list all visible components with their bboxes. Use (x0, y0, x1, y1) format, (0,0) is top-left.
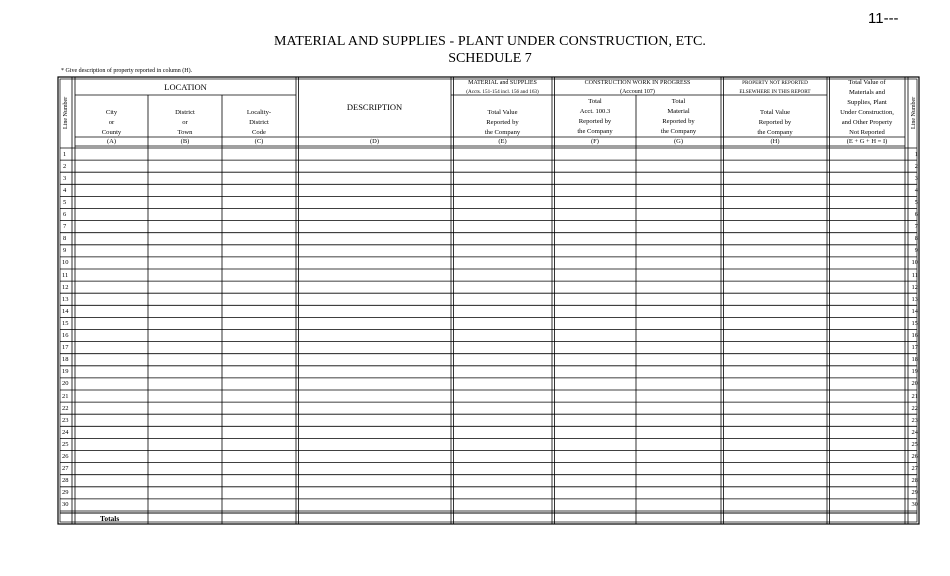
column-letter: (H) (770, 137, 780, 145)
row-number-left: 5 (63, 198, 67, 206)
row-number-right: 23 (911, 416, 918, 424)
row-number-left: 20 (62, 380, 69, 388)
line-number-label-left: Line Number (63, 96, 69, 129)
row-number-left: 23 (62, 416, 69, 424)
row-number-left: 29 (62, 489, 69, 497)
row-number-right: 8 (914, 235, 918, 243)
district-header: District (175, 109, 195, 116)
column-letter: (F) (591, 137, 599, 145)
row-number-right: 12 (911, 283, 918, 291)
city-header: City (105, 109, 118, 116)
row-number-left: 21 (62, 392, 69, 400)
row-number-right: 7 (914, 223, 918, 231)
line-number-label-right: Line Number (911, 96, 917, 129)
row-number-left: 19 (62, 368, 69, 376)
row-number-right: 20 (911, 380, 918, 388)
row-number-right: 1 (914, 150, 918, 158)
row-number-right: 17 (911, 344, 918, 352)
cwip-material-header: Material (667, 108, 690, 115)
row-number-left: 24 (62, 428, 69, 436)
total-value-header: Total Value of (848, 79, 886, 86)
total-value-header: Under Construction, (840, 109, 894, 116)
row-number-left: 27 (62, 465, 69, 473)
row-number-right: 9 (914, 247, 918, 255)
column-letter: (C) (254, 137, 264, 145)
total-value-header: and Other Property (841, 119, 893, 126)
district-header: or (182, 119, 188, 126)
row-number-left: 3 (63, 174, 67, 182)
row-number-right: 4 (914, 186, 918, 194)
row-number-left: 15 (62, 319, 69, 327)
row-number-right: 16 (911, 332, 918, 339)
total-value-header: Materials and (848, 89, 886, 96)
row-number-right: 29 (911, 489, 918, 497)
row-number-left: 16 (62, 332, 69, 339)
schedule-title: SCHEDULE 7 (448, 51, 532, 66)
description-header: DESCRIPTION (346, 102, 403, 112)
cwip-total-header: Total (588, 98, 602, 105)
row-number-left: 13 (62, 295, 69, 303)
cwip-total-header: Reported by (578, 118, 612, 125)
totals-label: Totals (100, 514, 120, 523)
row-number-left: 4 (63, 186, 67, 194)
row-number-right: 30 (911, 501, 918, 509)
pnr-title: PROPERTY NOT REPORTED (742, 80, 808, 86)
row-number-right: 19 (911, 368, 918, 376)
column-letter: (A) (106, 137, 117, 145)
row-number-right: 28 (911, 477, 918, 485)
row-number-left: 17 (62, 344, 69, 352)
row-number-right: 14 (911, 307, 918, 315)
pnr-body: the Company (757, 129, 793, 136)
material-body: the Company (484, 129, 521, 136)
total-value-header: Not Reported (849, 129, 885, 136)
column-letter: (E) (498, 137, 507, 145)
cwip-total-header: Acct. 100.3 (579, 108, 611, 115)
row-number-right: 18 (911, 356, 918, 364)
row-number-right: 21 (911, 392, 918, 400)
material-title: MATERIAL and SUPPLIES (468, 80, 537, 86)
total-value-header: Supplies, Plant (847, 99, 887, 106)
row-number-right: 10 (911, 259, 918, 267)
locality-header: Locality- (246, 109, 272, 116)
row-number-right: 6 (914, 211, 918, 218)
row-number-right: 3 (914, 174, 918, 182)
row-number-left: 30 (62, 501, 69, 509)
row-number-right: 27 (911, 465, 918, 473)
row-number-left: 8 (63, 235, 67, 243)
row-number-right: 22 (911, 404, 918, 412)
column-letter: (B) (180, 137, 190, 145)
cwip-material-header: Total (671, 98, 686, 105)
material-body: Total Value (487, 109, 518, 116)
city-header: County (101, 129, 122, 136)
row-number-right: 15 (911, 319, 918, 327)
row-number-left: 22 (62, 404, 69, 412)
page-title: MATERIAL AND SUPPLIES - PLANT UNDER CONSTRUCTION, ETC. (273, 34, 707, 49)
row-number-left: 6 (63, 211, 67, 218)
cwip-material-header: the Company (660, 128, 697, 135)
locality-header: Code (252, 129, 266, 136)
row-number-left: 28 (62, 477, 69, 485)
cwip-account: (Account 107) (620, 89, 655, 95)
pnr-body: Total Value (760, 109, 790, 116)
row-number-right: 26 (911, 453, 918, 460)
row-number-left: 12 (62, 283, 69, 291)
cwip-total-header: the Company (577, 128, 613, 135)
row-number-right: 25 (911, 440, 918, 448)
row-number-left: 10 (62, 259, 69, 267)
pnr-subtitle: ELSEWHERE IN THIS REPORT (739, 89, 811, 95)
row-number-left: 14 (62, 307, 69, 315)
location-header: LOCATION (164, 82, 207, 92)
row-number-right: 24 (911, 428, 918, 436)
cwip-title: CONSTRUCTION WORK IN PROGRESS (584, 80, 691, 86)
row-number-left: 1 (63, 150, 67, 158)
cwip-material-header: Reported by (662, 118, 695, 125)
row-number-left: 18 (62, 356, 69, 364)
row-number-right: 11 (911, 271, 918, 279)
form-note: * Give description of property reported in column (H). (61, 68, 193, 74)
column-letter: (E + G + H = I) (846, 137, 888, 145)
row-number-right: 2 (914, 162, 918, 170)
column-letter: (D) (369, 137, 380, 145)
district-header: Town (177, 129, 193, 136)
page-number: 11--- (868, 10, 899, 27)
material-body: Reported by (486, 119, 519, 126)
city-header: or (108, 119, 115, 126)
column-letter: (G) (673, 137, 684, 145)
row-number-left: 2 (63, 162, 67, 170)
row-number-left: 25 (62, 440, 69, 448)
row-number-left: 9 (63, 247, 67, 255)
material-accounts: (Accts. 151-154 incl. 156 and 163) (466, 89, 539, 95)
row-number-left: 7 (63, 223, 67, 231)
row-number-left: 26 (62, 453, 69, 460)
row-number-right: 13 (911, 295, 918, 303)
row-number-right: 5 (914, 198, 918, 206)
locality-header: District (249, 119, 269, 126)
pnr-body: Reported by (758, 119, 792, 126)
row-number-left: 11 (62, 271, 69, 279)
